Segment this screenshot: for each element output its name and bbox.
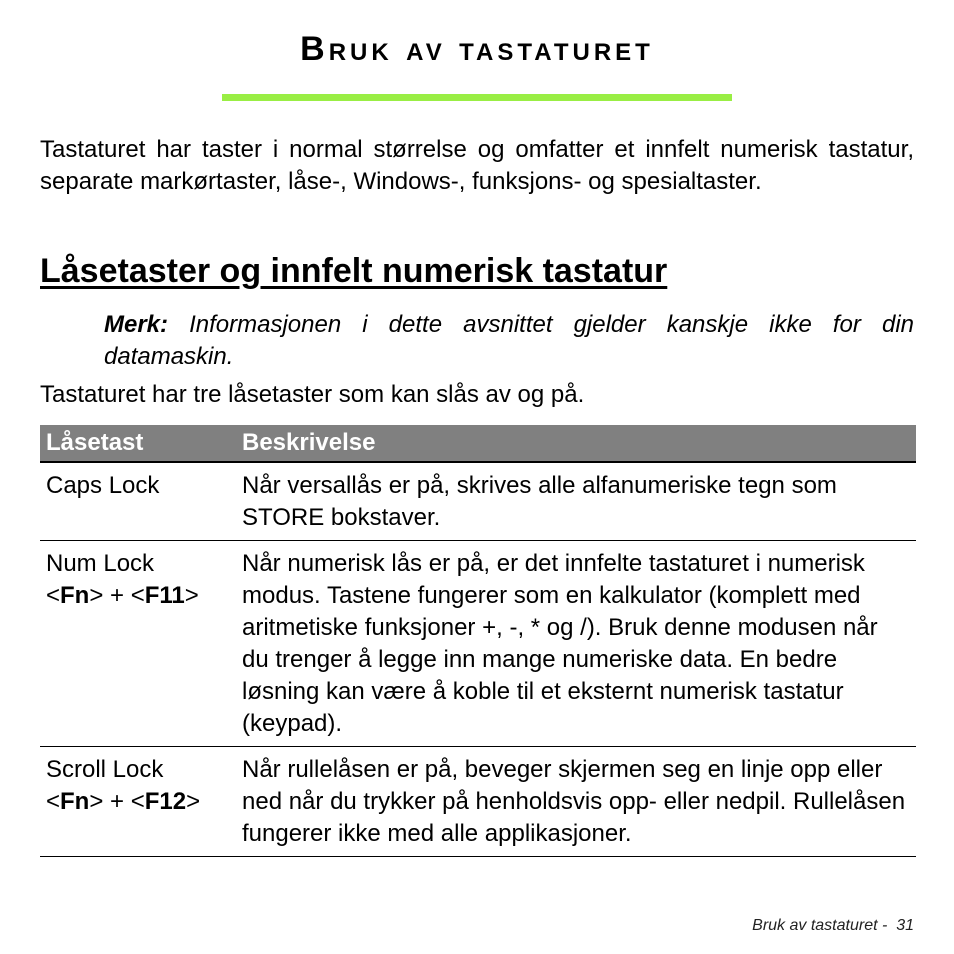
page-number: 31 [896,917,914,934]
page-footer [752,917,914,935]
lead-paragraph: Tastaturet har tre låsetaster som kan slås av og på. [40,381,585,408]
description-cell: Når versallås er på, skrives alle alfanumeriske tegn som STORE bokstaver. [236,462,916,541]
lock-key-cell [40,541,236,747]
combo-key: Fn [60,582,90,609]
section-heading: Låsetaster og innfelt numerisk tastatur [40,252,668,290]
footer-text: Bruk av tastaturet - [752,917,888,934]
description-cell: Når numerisk lås er på, er det innfelte tastaturet i numerisk modus. Tastene fungerer som en kalkulator (komplett med aritmetiske funksjoner +, -, * og /). Bruk denne modusen når du trenger å legge inn mange numeriske data. En bedre løsning kan være å koble til et eksternt numerisk tastatur (keypad). [236,541,916,747]
table-row [40,541,916,747]
page-title: Bruk av tastaturet [300,30,654,68]
title-underline [222,94,732,101]
note [104,309,914,373]
header-lock-key: Låsetast [40,425,236,462]
lock-key-cell [40,747,236,857]
combo-key: Fn [60,788,90,815]
intro-paragraph: Tastaturet har taster i normal størrelse og omfatter et innfelt numerisk tastatur, separate markørtaster, låse-, Windows-, funksjons- og spesialtaster. [40,136,914,195]
note-label: Merk: [104,311,169,338]
table-header-row [40,425,916,462]
table-row [40,747,916,857]
header-description: Beskrivelse [236,425,916,462]
table-row [40,462,916,541]
lock-key-name: Scroll Lock [46,756,164,783]
key-combo: <Fn> + <F12> [46,788,201,815]
lock-key-cell [40,462,236,541]
key-combo: <Fn> + <F11> [46,582,199,609]
lock-key-name: Num Lock [46,550,155,577]
combo-key: F12 [144,788,187,815]
lock-key-name: Caps Lock [46,472,160,499]
description-cell: Når rullelåsen er på, beveger skjermen seg en linje opp eller ned når du trykker på henholdsvis opp- eller nedpil. Rullelåsen fungerer ikke med alle applikasjoner. [236,747,916,857]
note-text: Informasjonen i dette avsnittet gjelder kanskje ikke for din datamaskin. [104,311,915,370]
combo-key: F11 [144,582,185,609]
lock-keys-table [40,425,916,857]
